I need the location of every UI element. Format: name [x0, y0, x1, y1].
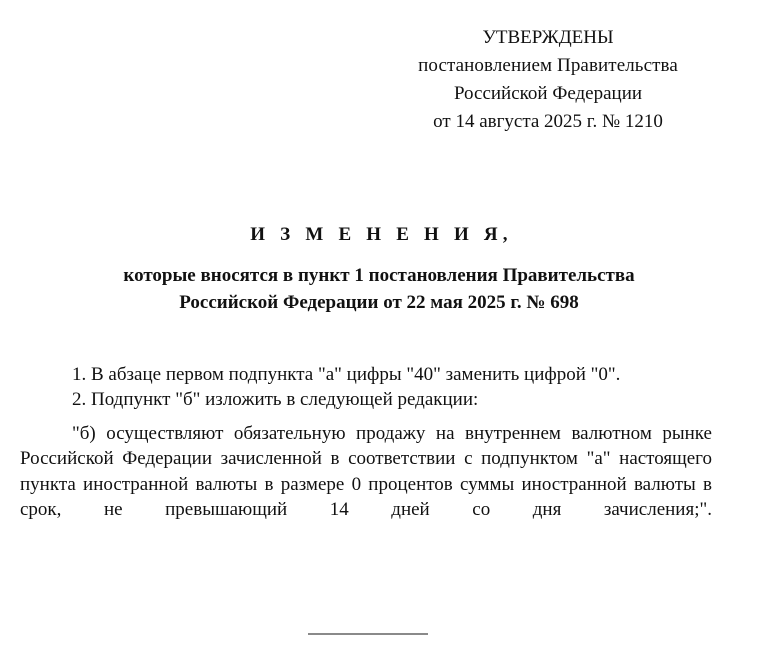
approval-authority-line: постановлением Правительства [418, 55, 678, 76]
document-subtitle-line-2: Российской Федерации от 22 мая 2025 г. № 698 [179, 292, 579, 313]
approval-header-block [398, 24, 698, 136]
clause-item-1: 1. В абзаце первом подпункта "а" цифры "40" заменить цифрой "0". [72, 364, 621, 385]
document-title-block [0, 222, 758, 316]
document-subtitle [0, 262, 758, 316]
page-title: И З М Е Н Е Н И Я, [250, 224, 513, 245]
document-subtitle-line-1: которые вносятся в пункт 1 постановления Правительства [123, 265, 635, 286]
approval-country-line: Российской Федерации [453, 83, 643, 104]
quoted-amendment-text: "б) осуществляют обязательную продажу на внутреннем валютном рынке Российской Федерации зачисленной в соответствии с подпунктом "а" настоящего пункта иностранной валюты в размере 0 процентов суммы иностранной валюты в срок, не превышающий 14 дней со дня зачисления;". [20, 422, 712, 521]
clause-item-2: 2. Подпункт "б" изложить в следующей редакции: [72, 389, 479, 411]
approval-heading: УТВЕРЖДЕНЫ [482, 27, 614, 48]
approval-date-number-line: от 14 августа 2025 г. № 1210 [433, 111, 663, 132]
document-body [20, 362, 712, 548]
footer-separator-rule [308, 633, 428, 635]
